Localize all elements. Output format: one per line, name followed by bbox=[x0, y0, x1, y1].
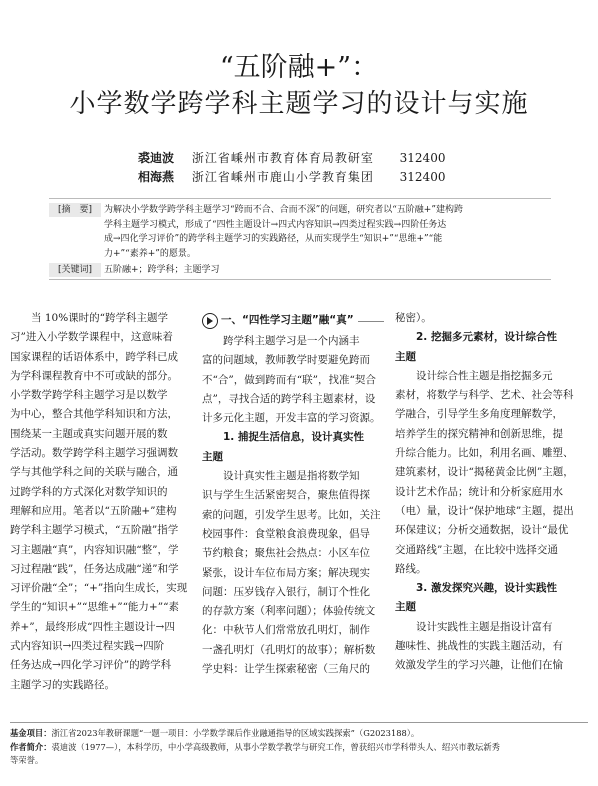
body-line: 一盏孔明灯（孔明灯的故事）；解析数 bbox=[202, 643, 376, 656]
paper-title-line2: 小学数学跨学科主题学习的设计与实施 bbox=[69, 89, 529, 119]
body-line: 化：中秋节人们常常放孔明灯，制作 bbox=[202, 624, 370, 637]
body-line: 的存款方案（利率问题）；体验传统文 bbox=[202, 605, 376, 618]
body-line: 围绕某一主题或真实问题开展的数 bbox=[10, 427, 168, 440]
footnote-text: 浙江省2023年教研课题“一题一项目：小学数学课后作业融通指导的区域实践探索”（G2023188）。 bbox=[51, 728, 420, 738]
keywords-line: 五阶融+；跨学科；主题学习 bbox=[104, 265, 220, 275]
body-line: 为学科课程教育中不可或缺的部分。 bbox=[10, 369, 178, 382]
body-line: 紧张，设计车位布局方案；解决现实 bbox=[202, 566, 370, 579]
body-line: 设计实践性主题是指设计富有 bbox=[416, 620, 553, 633]
body-line: 升综合能力。比如，利用名画、雕塑、 bbox=[395, 447, 574, 460]
body-line: 秘密）。 bbox=[395, 312, 432, 324]
body-line: 点”，寻找合适的跨学科主题素材，设 bbox=[202, 392, 376, 405]
author-name: 相海燕 bbox=[138, 170, 175, 184]
abstract-box bbox=[49, 198, 551, 280]
body-line: 学史料：让学生探索秘密（三角尺的 bbox=[202, 663, 370, 676]
keywords-text bbox=[104, 263, 550, 278]
body-line: 效激发学生的学习兴趣，让他们在愉 bbox=[395, 659, 563, 672]
footnote-funding bbox=[10, 727, 588, 740]
body-line: 跨学科主题学习模式，“五阶融”指学 bbox=[10, 524, 179, 537]
body-line: 小学数学跨学科主题学习是以数学 bbox=[10, 389, 168, 402]
subsection-heading: 主题 bbox=[395, 601, 416, 614]
footnote-divider bbox=[10, 722, 588, 723]
body-line: 为中心，整合其他学科知识和方法， bbox=[10, 408, 178, 421]
body-line: 节约粮食；聚焦社会热点：小区车位 bbox=[202, 547, 370, 560]
subsection-heading: 3. 激发探究兴趣，设计实践性 bbox=[416, 582, 557, 595]
author-affiliation: 浙江省嵊州市教育体育局教研室 bbox=[191, 151, 374, 165]
body-line: 素材，将数学与科学、艺术、社会等科 bbox=[395, 389, 574, 402]
body-column-2 bbox=[202, 309, 384, 679]
footnote-label: 基金项目： bbox=[10, 728, 52, 738]
abstract-line: 力+”“素养+”的愿景。 bbox=[104, 248, 196, 259]
body-line: 习主题融“真”，内容知识融“整”，学 bbox=[10, 543, 179, 556]
author-row-2 bbox=[138, 169, 445, 185]
body-line: 任务达成→四化学习评价”的跨学科 bbox=[10, 659, 172, 672]
body-column-1 bbox=[10, 309, 192, 695]
body-line: 不“合”，做到跨而有“联”，找准“契合 bbox=[202, 373, 376, 386]
abstract-line: 为解决小学数学跨学科主题学习“跨而不合、合而不深”的问题，研究者以“五阶融+”建构跨 bbox=[104, 205, 463, 215]
body-line: 设计综合性主题是指挖掘多元 bbox=[416, 369, 553, 382]
footnote-text: 裘迪波（1977—），本科学历，中小学高级教师，从事小学数学教学与研究工作，曾获绍兴市学科带头人、绍兴市教坛新秀 bbox=[51, 742, 500, 752]
body-line: 问题：压岁钱存入银行，制订个性化 bbox=[202, 585, 370, 598]
body-line: 当 10%课时的“跨学科主题学 bbox=[31, 312, 169, 324]
body-line: 养+”，最终形成“四性主题设计→四 bbox=[10, 620, 175, 633]
body-line: 学与其他学科之间的关联与融合，通 bbox=[10, 466, 178, 479]
body-line: 富的问题域，教师教学时要避免跨而 bbox=[202, 354, 370, 367]
body-line: 学融合，引导学生多角度理解数学， bbox=[395, 408, 563, 421]
body-line: 主题学习的实践路径。 bbox=[10, 678, 115, 691]
author-name: 裘迪波 bbox=[138, 151, 175, 165]
author-zip: 312400 bbox=[399, 151, 446, 165]
body-line: 学生的“知识+”“思维+”“能力+”“素 bbox=[10, 601, 179, 614]
body-line: 设计真实性主题是指将数学知 bbox=[223, 470, 360, 483]
abstract-text bbox=[104, 203, 550, 261]
subsection-heading: 2. 挖掘多元素材，设计综合性 bbox=[416, 331, 557, 344]
body-line: 国家课程的话语体系中，跨学科已成 bbox=[10, 350, 178, 363]
body-line: 培养学生的探究精神和创新思维，提 bbox=[395, 427, 563, 440]
body-column-3 bbox=[395, 309, 581, 676]
body-line: 设计艺术作品；统计和分析家庭用水 bbox=[395, 485, 563, 498]
play-circle-icon bbox=[202, 313, 218, 329]
subsection-heading: 1. 捕捉生活信息，设计真实性 bbox=[223, 431, 364, 444]
body-line: 学活动。数学跨学科主题学习强调数 bbox=[10, 447, 178, 460]
footnote-text: 等荣誉。 bbox=[10, 755, 44, 765]
body-line: （电）量，设计“保护地球”主题，提出 bbox=[395, 504, 574, 517]
paper-title-line1: “五阶融+”： bbox=[219, 52, 379, 83]
body-line: 路线。 bbox=[395, 562, 427, 575]
author-zip: 312400 bbox=[399, 170, 446, 184]
body-line: 习”进入小学数学课程中，这意味着 bbox=[10, 331, 173, 344]
section-rule bbox=[358, 321, 384, 322]
body-line: 理解和应用。笔者以“五阶融+”建构 bbox=[10, 504, 177, 517]
body-line: 式内容知识→四类过程实践→四阶 bbox=[10, 640, 165, 653]
abstract-line: 成→四化学习评价”的跨学科主题学习的实践路径，从而实现学生“知识+”“思维+”“能 bbox=[104, 234, 443, 244]
section-title: 一、“四性学习主题”融“真” bbox=[221, 314, 354, 327]
subsection-heading: 主题 bbox=[395, 350, 416, 363]
body-line: 习过程融“践”，任务达成融“递”和学 bbox=[10, 562, 179, 575]
keywords-tag: [关键词] bbox=[49, 263, 101, 277]
body-line: 跨学科主题学习是一个内涵丰 bbox=[223, 335, 360, 347]
abstract-tag: [摘 要] bbox=[49, 203, 101, 217]
body-line: 建筑素材，设计“揭秘黄金比例”主题， bbox=[395, 466, 574, 479]
author-row-1 bbox=[138, 150, 445, 166]
body-line: 习评价融“全”；“+”指向生成长，实现 bbox=[10, 582, 188, 595]
body-line: 环保建议；分析交通数据，设计“最优 bbox=[395, 524, 569, 537]
body-line: 趣味性、挑战性的实践主题活动，有 bbox=[395, 640, 563, 653]
section-heading bbox=[202, 311, 384, 331]
author-affiliation: 浙江省嵊州市鹿山小学教育集团 bbox=[191, 170, 374, 184]
body-line: 校园事件：食堂粮食浪费现象，倡导 bbox=[202, 527, 370, 540]
abstract-line: 学科主题学习模式，形成了“四性主题设计→四式内容知识→四类过程实践→四阶任务达 bbox=[104, 219, 447, 230]
body-line: 交通路线”主题，在比较中选择交通 bbox=[395, 543, 558, 556]
body-line: 计多元化主题，开发丰富的学习资源。 bbox=[202, 412, 381, 425]
body-line: 过跨学科的方式深化对数学知识的 bbox=[10, 485, 168, 498]
footnote-author-bio bbox=[10, 741, 588, 754]
footnote-author-bio-cont bbox=[10, 754, 588, 767]
footnote-label: 作者简介： bbox=[10, 742, 52, 752]
body-line: 识与学生生活紧密契合，聚焦值得探 bbox=[202, 489, 370, 502]
subsection-heading: 主题 bbox=[202, 450, 223, 463]
body-line: 索的问题，引发学生思考。比如，关注 bbox=[202, 508, 381, 521]
